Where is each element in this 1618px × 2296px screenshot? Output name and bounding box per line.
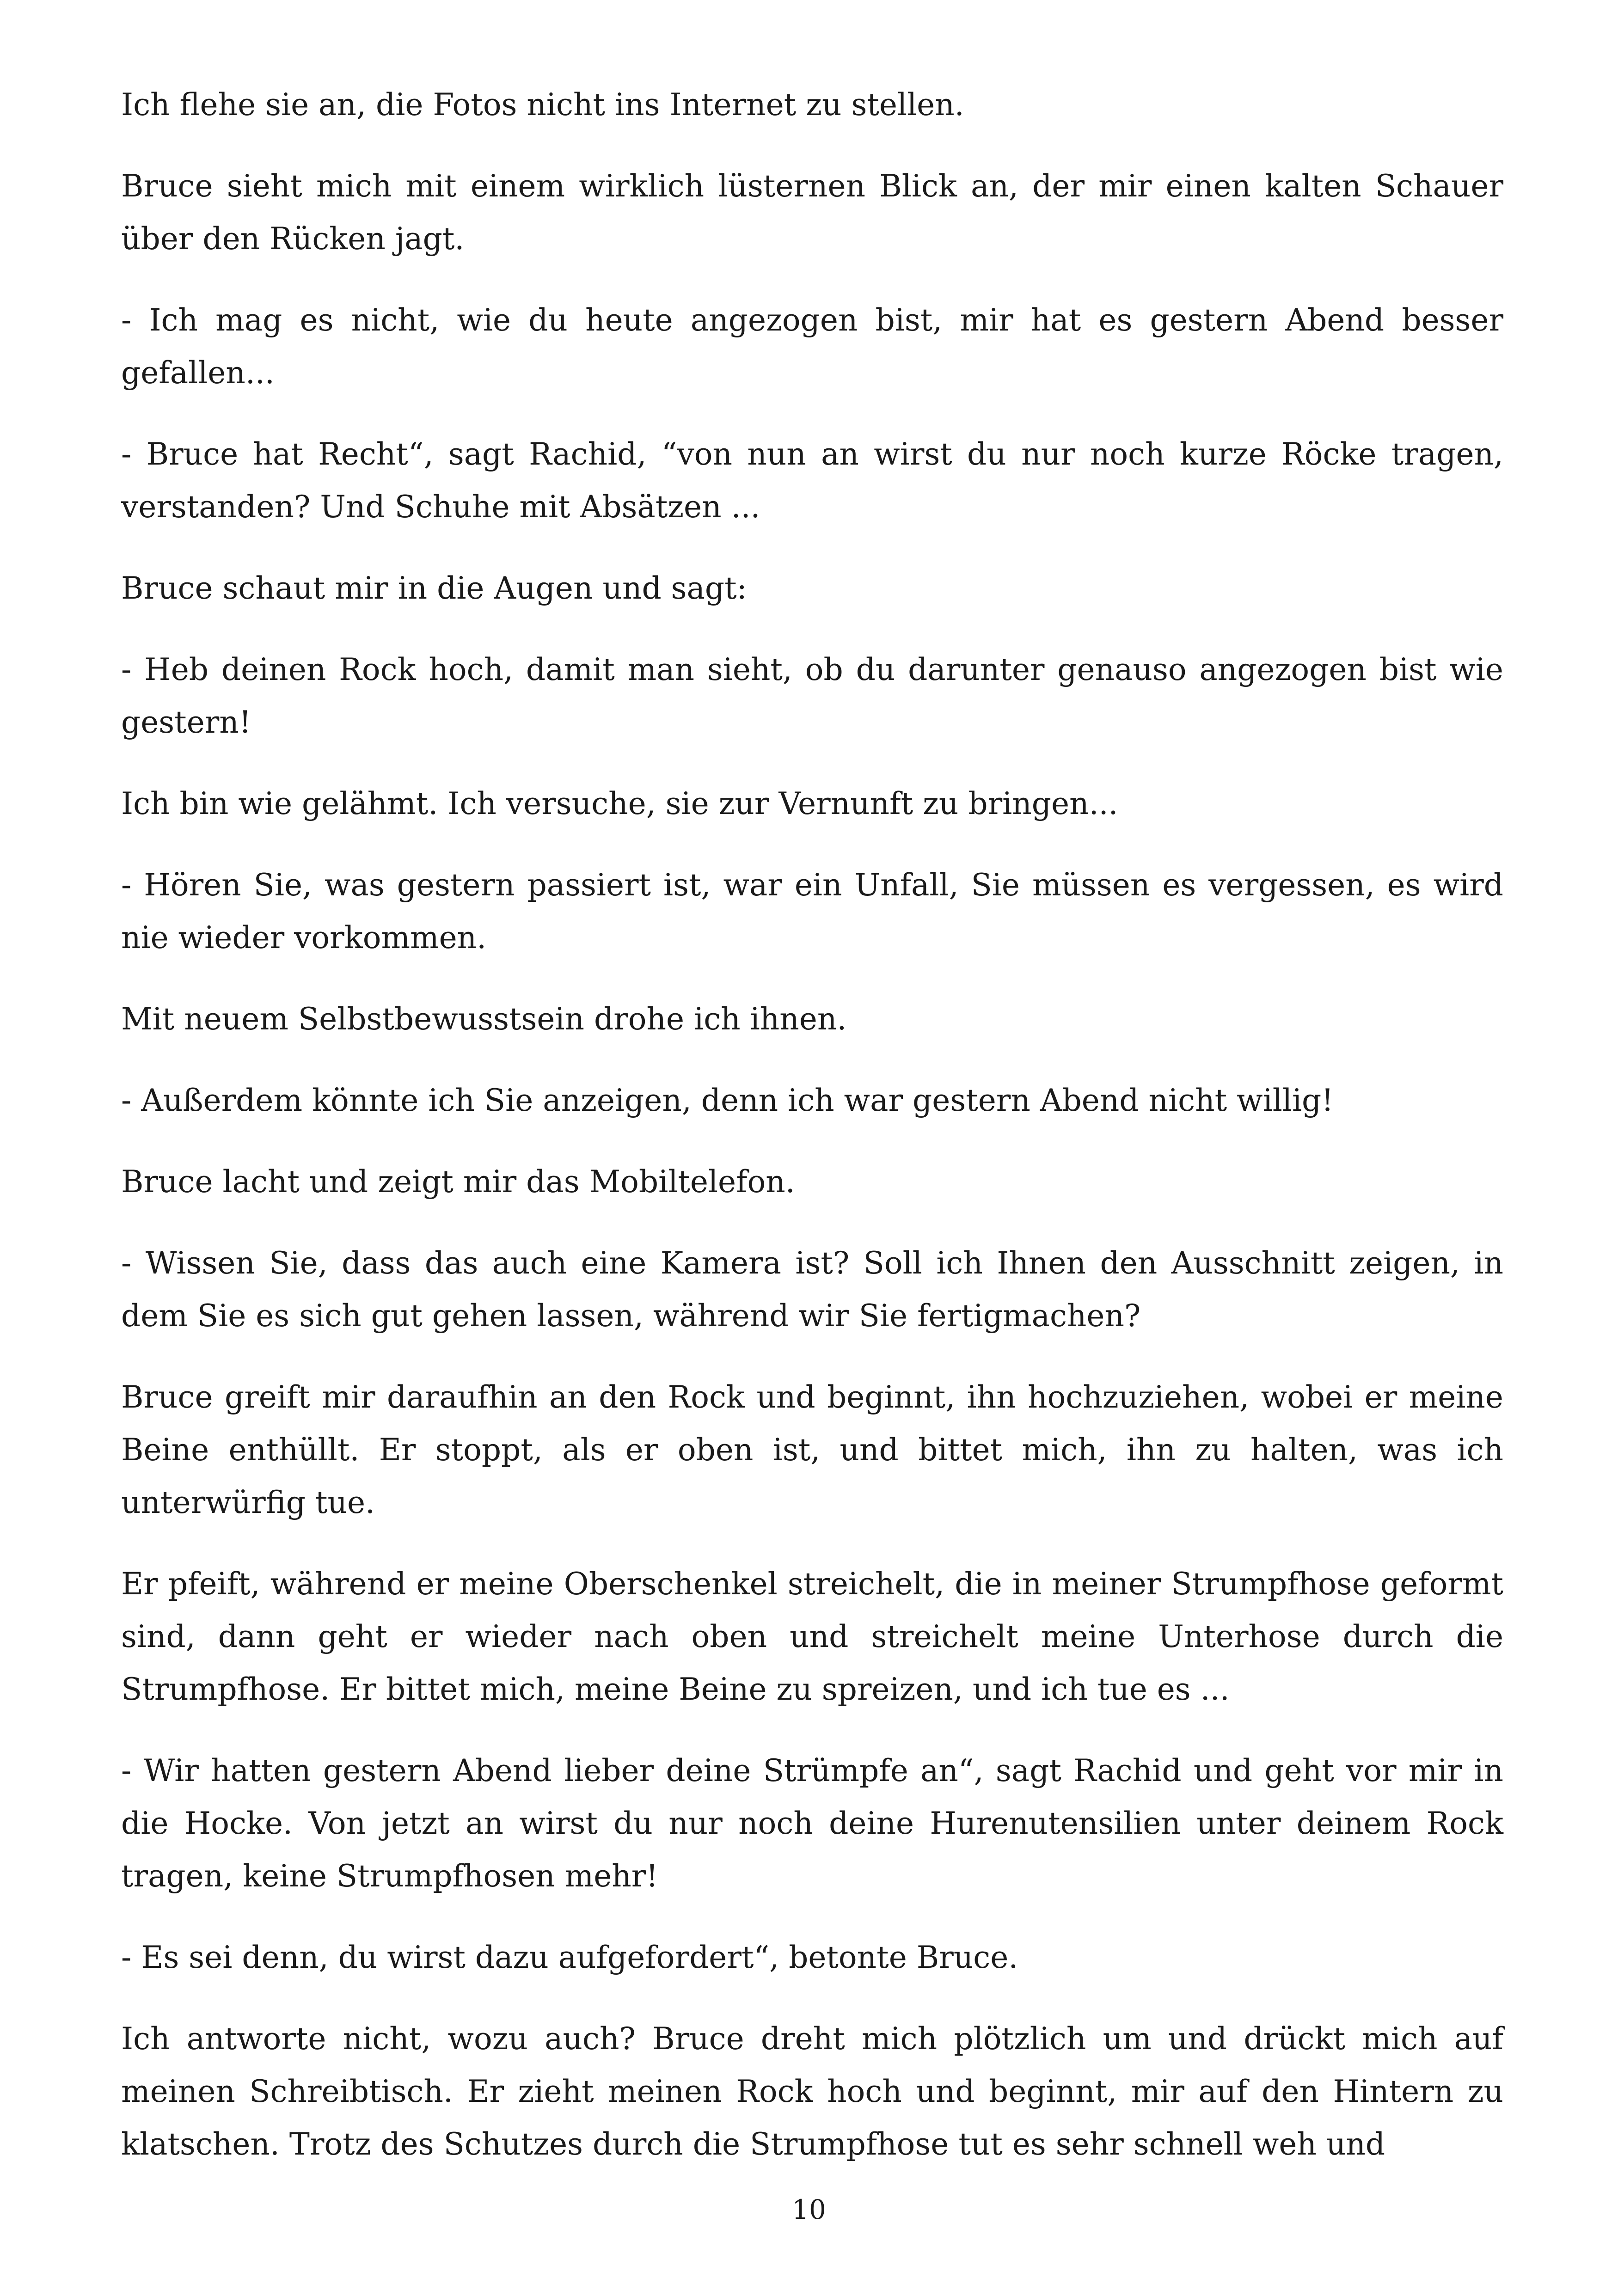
paragraph: - Ich mag es nicht, wie du heute angezogen bist, mir hat es gestern Abend besser gefallen...: [121, 302, 1503, 391]
paragraph: - Bruce hat Recht“, sagt Rachid, “von nun an wirst du nur noch kurze Röcke tragen, verstanden? Und Schuhe mit Absätzen ...: [121, 436, 1503, 525]
paragraph: Ich flehe sie an, die Fotos nicht ins Internet zu stellen.: [121, 87, 964, 122]
paragraph: - Wissen Sie, dass das auch eine Kamera ist? Soll ich Ihnen den Ausschnitt zeigen, in dem Sie es sich gut gehen lassen, während wir Sie fertigmachen?: [121, 1245, 1503, 1334]
paragraph: - Heb deinen Rock hoch, damit man sieht, ob du darunter genauso angezogen bist wie gestern!: [121, 652, 1503, 740]
paragraph: - Außerdem könnte ich Sie anzeigen, denn ich war gestern Abend nicht willig!: [121, 1083, 1334, 1118]
paragraph: Ich bin wie gelähmt. Ich versuche, sie zur Vernunft zu bringen...: [121, 786, 1118, 821]
paragraph: - Wir hatten gestern Abend lieber deine Strümpfe an“, sagt Rachid und geht vor mir in die Hocke. Von jetzt an wirst du nur noch deine Hurenutensilien unter deinem Rock tragen, keine Strumpfhosen mehr!: [121, 1753, 1503, 1894]
paragraph: Bruce schaut mir in die Augen und sagt:: [121, 570, 747, 606]
paragraph: Ich antworte nicht, wozu auch? Bruce dreht mich plötzlich um und drückt mich auf meinen Schreibtisch. Er zieht meinen Rock hoch und beginnt, mir auf den Hintern zu klatschen. Trotz des Schutzes durch die Strumpfhose tut es sehr schnell weh und: [121, 2021, 1503, 2162]
paragraph: Bruce lacht und zeigt mir das Mobiltelefon.: [121, 1164, 795, 1200]
paragraph: - Hören Sie, was gestern passiert ist, war ein Unfall, Sie müssen es vergessen, es wird nie wieder vorkommen.: [121, 867, 1503, 955]
page-body: [121, 79, 1503, 2199]
page-number: 10: [792, 2194, 826, 2225]
paragraph: Mit neuem Selbstbewusstsein drohe ich ihnen.: [121, 1001, 847, 1037]
paragraph: Bruce sieht mich mit einem wirklich lüsternen Blick an, der mir einen kalten Schauer über den Rücken jagt.: [121, 168, 1503, 257]
paragraph: Bruce greift mir daraufhin an den Rock und beginnt, ihn hochzuziehen, wobei er meine Beine enthüllt. Er stoppt, als er oben ist, und bittet mich, ihn zu halten, was ich unterwürfig tue.: [121, 1379, 1503, 1520]
paragraph: - Es sei denn, du wirst dazu aufgefordert“, betonte Bruce.: [121, 1940, 1018, 1975]
paragraph: Er pfeift, während er meine Oberschenkel streichelt, die in meiner Strumpfhose geformt sind, dann geht er wieder nach oben und streichelt meine Unterhose durch die Strumpfhose. Er bittet mich, meine Beine zu spreizen, und ich tue es ...: [121, 1566, 1503, 1707]
